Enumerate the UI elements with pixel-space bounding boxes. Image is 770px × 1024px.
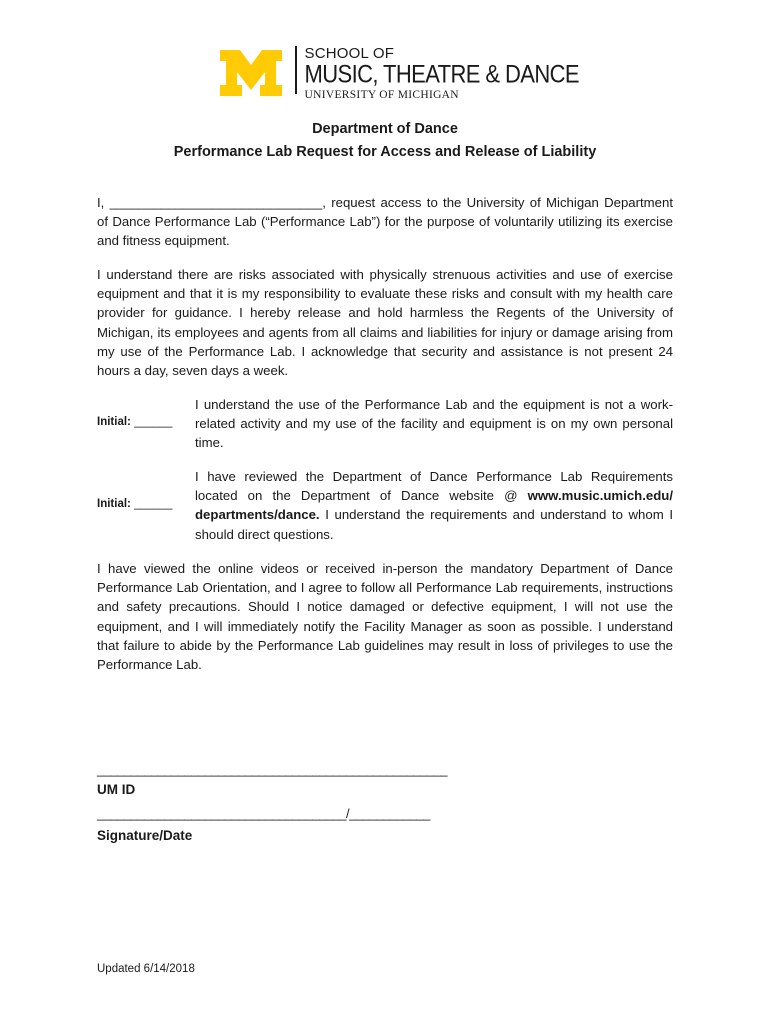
block-m-logo-icon <box>220 50 282 96</box>
initial-blank-2: ______ <box>134 498 173 510</box>
signature-date-label: Signature/Date <box>97 828 193 843</box>
name-blank: _____________________________ <box>109 195 323 210</box>
logo-divider <box>295 46 297 94</box>
initial-blank-1: ______ <box>134 416 173 428</box>
requirements-text-after: I understand the requirements and understand to whom I should direct questions. <box>195 507 673 542</box>
request-prefix: I, <box>97 195 110 210</box>
requirements-url: www.music.umich.edu/ departments/dance. <box>195 488 673 523</box>
logo-school-of: SCHOOL OF <box>304 45 395 62</box>
initial-statement-1: I understand the use of the Performance Lab and the equipment is not a work-related activity and my use of the facility and equipment is on my own personal time. <box>195 397 673 451</box>
request-paragraph <box>97 193 673 251</box>
orientation-paragraph: I have viewed the online videos or received in-person the mandatory Department of Dance Performance Lab Orientation, and I agree to follow all Performance Lab requirements, instructions and safety precautions. Should I notice damaged or defective equipment, I will not use the equipment, and I will immediately notify the Facility Manager as soon as possible. I understand that failure to abide by the Performance Lab guidelines may result in loss of privileges to use the Performance Lab. <box>97 561 673 673</box>
form-name-title: Performance Lab Request for Access and Release of Liability <box>173 144 597 160</box>
initial-field-2 <box>97 498 172 510</box>
requirements-text: I have reviewed the Department of Dance Performance Lab Requirements located on the Department of Dance website @ <box>195 469 673 504</box>
initial-label-1: Initial: <box>97 416 131 428</box>
logo-text <box>305 46 579 102</box>
initial-statement-2 <box>195 467 673 544</box>
initial-field-1 <box>97 416 172 428</box>
request-text: , request access to the University of Michigan Department of Dance Performance Lab (“Performance Lab”) for the purpose of voluntarily utilizing its exercise and fitness equipment. <box>97 195 673 249</box>
department-title: Department of Dance <box>312 121 458 137</box>
initial-label-2: Initial: <box>97 498 131 510</box>
logo-university: UNIVERSITY OF MICHIGAN <box>304 89 459 101</box>
logo-school-name: MUSIC, THEATRE & DANCE <box>304 59 579 89</box>
risk-paragraph: I understand there are risks associated with physically strenuous activities and use of exercise equipment and that it is my responsibility to evaluate these risks and consult with my health care provider for guidance. I hereby release and hold harmless the Regents of the University of Michigan, its employees and agents from all claims and liabilities for injury or damage arising from my use of the Performance Lab. I acknowledge that security and assistance is not present 24 hours a day, seven days a week. <box>97 267 673 379</box>
form-title <box>0 118 770 164</box>
school-logo <box>220 46 579 102</box>
umid-line: ____________________________________________________ <box>97 762 447 777</box>
signature-date-line: _____________________________________/____________ <box>97 806 430 821</box>
updated-date: Updated 6/14/2018 <box>97 963 195 975</box>
umid-label: UM ID <box>97 782 136 797</box>
